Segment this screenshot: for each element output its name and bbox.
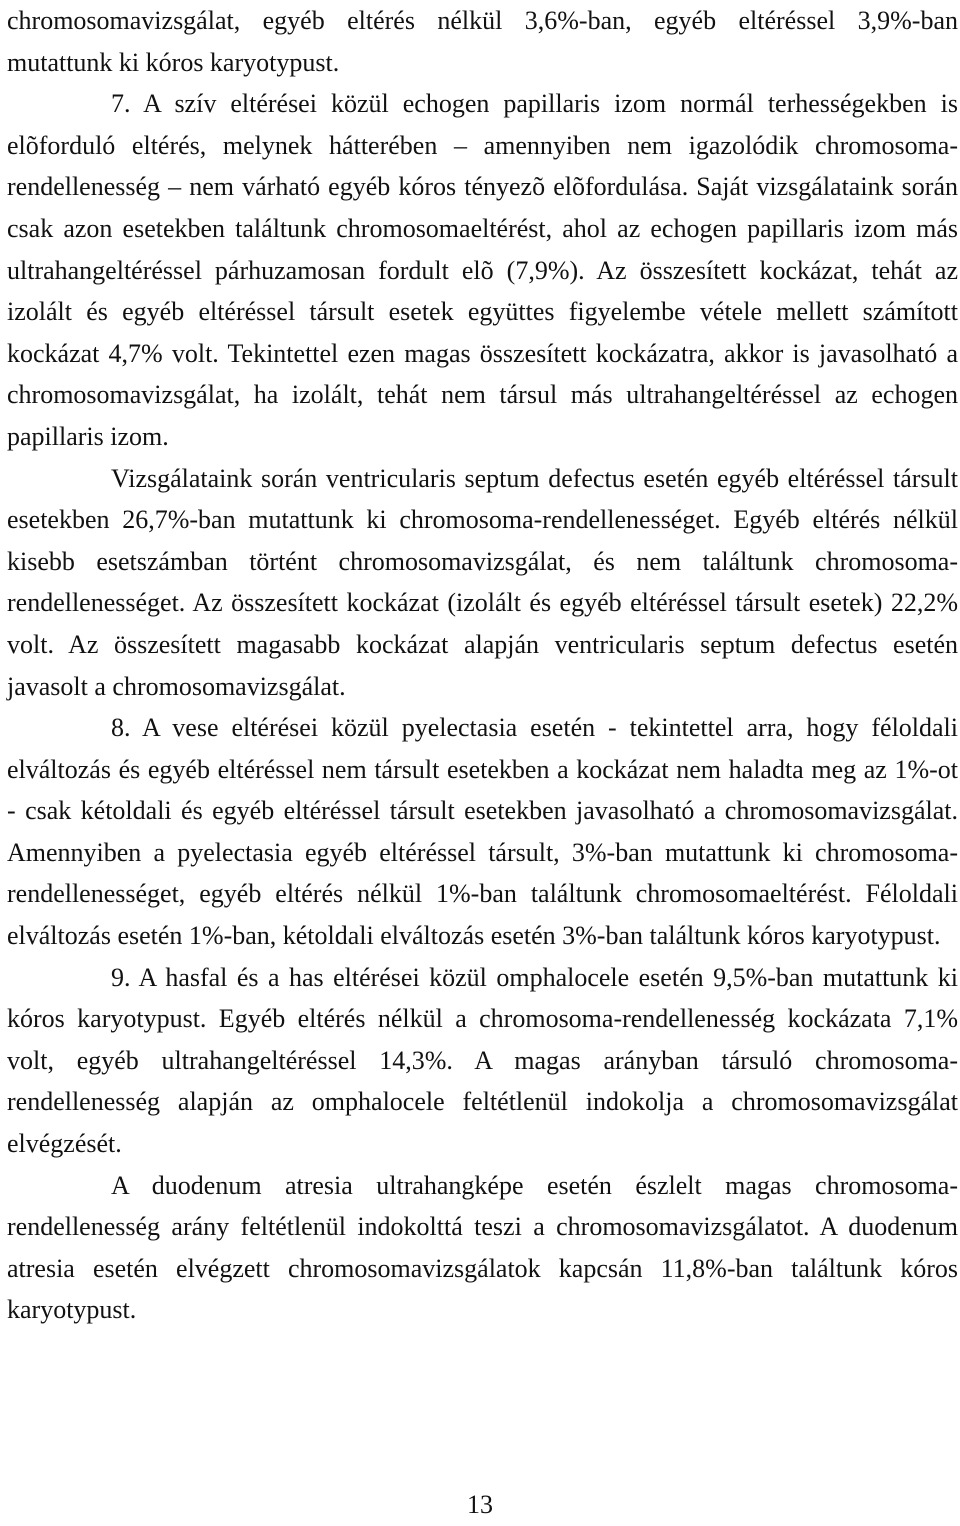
document-body bbox=[7, 0, 958, 1331]
page-number: 13 bbox=[467, 1490, 493, 1519]
paragraph-duodenal-atresia: A duodenum atresia ultrahangképe esetén észlelt magas chromosoma-rendellenesség arány feltétlenül indokolttá teszi a chromosomavizsgálatot. A duodenum atresia esetén elvégzett chromosomavizsgálatok kapcsán 11,8%-ban találtunk kóros karyotypust. bbox=[7, 1170, 958, 1325]
paragraph-heart-anomalies: 7. A szív eltérései közül echogen papillaris izom normál terhességekben is elõforduló eltérés, melynek hátterében – amennyiben nem igazolódik chromosoma-rendellenesség – nem várható egyéb kóros tényezõ elõfordulása. Saját vizsgálataink során csak azon esetekben találtunk chromosomaeltérést, ahol az echogen papillaris izom más ultrahangeltéréssel párhuzamosan fordult elõ (7,9%). Az összesített kockázat, tehát az izolált és egyéb eltéréssel társult esetek együttes figyelembe vétele mellett számított kockázat 4,7% volt. Tekintettel ezen magas összesített kockázatra, akkor is javasolható a chromosomavizsgálat, ha izolált, tehát nem társul más ultrahangeltéréssel az echogen papillaris izom. bbox=[7, 89, 958, 451]
paragraph-continuation: chromosomavizsgálat, egyéb eltérés nélkül 3,6%-ban, egyéb eltéréssel 3,9%-ban mutattunk ki kóros karyotypust. bbox=[7, 6, 958, 77]
paragraph-abdominal-wall: 9. A hasfal és a has eltérései közül omphalocele esetén 9,5%-ban mutattunk ki kóros karyotypust. Egyéb eltérés nélkül a chromosoma-rendellenesség kockázata 7,1% volt, egyéb ultrahangeltéréssel 14,3%. A magas arányban társuló chromosoma-rendellenesség alapján az omphalocele feltétlenül indokolja a chromosomavizsgálat elvégzését. bbox=[7, 962, 958, 1159]
paragraph-vsd: Vizsgálataink során ventricularis septum defectus esetén egyéb eltéréssel társult esetekben 26,7%-ban mutattunk ki chromosoma-rendellenességet. Egyéb eltérés nélkül kisebb esetszámban történt chromosomavizsgálat, és nem találtunk chromosoma-rendellenességet. Az összesített kockázat (izolált és egyéb eltéréssel társult esetek) 22,2% volt. Az összesített magasabb kockázat alapján ventricularis septum defectus esetén javasolt a chromosomavizsgálat. bbox=[7, 463, 958, 701]
paragraph-kidney-anomalies: 8. A vese eltérései közül pyelectasia esetén - tekintettel arra, hogy féloldali elváltozás és egyéb eltéréssel nem társult esetekben a kockázat nem haladta meg az 1%-ot - csak kétoldali és egyéb eltéréssel társult esetekben javasolható a chromosomavizsgálat. Amennyiben a pyelectasia egyéb eltéréssel társult, 3%-ban mutattunk ki chromosoma-rendellenességet, egyéb eltérés nélkül 1%-ban találtunk chromosomaeltérést. Féloldali elváltozás esetén 1%-ban, kétoldali elváltozás esetén 3%-ban találtunk kóros karyotypust. bbox=[7, 713, 958, 951]
